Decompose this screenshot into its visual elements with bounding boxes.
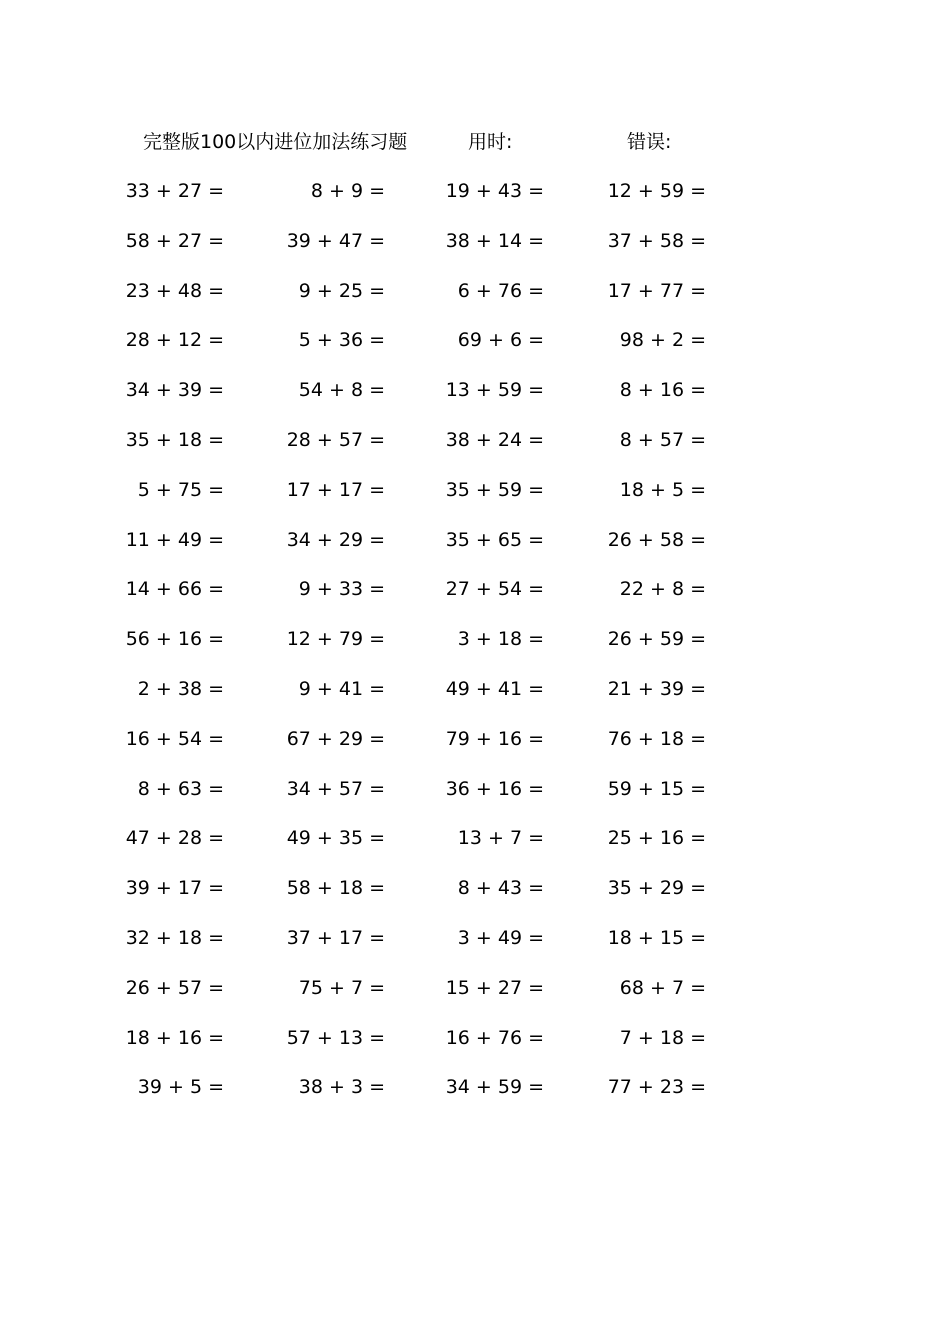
addition-problem: 75 + 7 =: [298, 976, 385, 999]
problem-row: [0, 276, 950, 326]
addition-problem: 34 + 57 =: [286, 777, 385, 800]
addition-problem: 59 + 15 =: [607, 777, 706, 800]
problem-row: [0, 823, 950, 873]
problem-row: [0, 1072, 950, 1122]
addition-problem: 47 + 28 =: [125, 827, 224, 850]
addition-problem: 5 + 36 =: [298, 329, 385, 352]
addition-problem: 79 + 16 =: [445, 727, 544, 750]
addition-problem: 9 + 33 =: [298, 578, 385, 601]
addition-problem: 9 + 25 =: [298, 279, 385, 302]
addition-problem: 32 + 18 =: [125, 926, 224, 949]
addition-problem: 14 + 66 =: [125, 578, 224, 601]
addition-problem: 38 + 14 =: [445, 229, 544, 252]
addition-problem: 37 + 17 =: [286, 926, 385, 949]
addition-problem: 58 + 18 =: [286, 877, 385, 900]
addition-problem: 28 + 57 =: [286, 428, 385, 451]
addition-problem: 18 + 16 =: [125, 1026, 224, 1049]
addition-problem: 35 + 18 =: [125, 428, 224, 451]
addition-problem: 11 + 49 =: [125, 528, 224, 551]
worksheet-header: [0, 128, 950, 156]
addition-problem: 54 + 8 =: [298, 379, 385, 402]
addition-problem: 3 + 49 =: [457, 926, 544, 949]
problem-row: [0, 525, 950, 575]
addition-problem: 8 + 43 =: [457, 877, 544, 900]
addition-problem: 17 + 77 =: [607, 279, 706, 302]
problem-row: [0, 724, 950, 774]
addition-problem: 5 + 75 =: [137, 478, 224, 501]
addition-problem: 13 + 7 =: [457, 827, 544, 850]
addition-problem: 8 + 63 =: [137, 777, 224, 800]
addition-problem: 39 + 5 =: [137, 1076, 224, 1099]
problem-grid: [0, 176, 950, 1122]
addition-problem: 18 + 5 =: [619, 478, 706, 501]
error-count-label: 错误:: [627, 131, 672, 153]
addition-problem: 38 + 24 =: [445, 428, 544, 451]
addition-problem: 8 + 16 =: [619, 379, 706, 402]
addition-problem: 3 + 18 =: [457, 628, 544, 651]
addition-problem: 16 + 76 =: [445, 1026, 544, 1049]
addition-problem: 26 + 59 =: [607, 628, 706, 651]
addition-problem: 8 + 57 =: [619, 428, 706, 451]
addition-problem: 69 + 6 =: [457, 329, 544, 352]
addition-problem: 16 + 54 =: [125, 727, 224, 750]
addition-problem: 34 + 59 =: [445, 1076, 544, 1099]
addition-problem: 27 + 54 =: [445, 578, 544, 601]
problem-row: [0, 1023, 950, 1073]
addition-problem: 67 + 29 =: [286, 727, 385, 750]
problem-row: [0, 624, 950, 674]
addition-problem: 56 + 16 =: [125, 628, 224, 651]
addition-problem: 35 + 59 =: [445, 478, 544, 501]
addition-problem: 8 + 9 =: [310, 180, 385, 202]
addition-problem: 34 + 29 =: [286, 528, 385, 551]
worksheet-title: 完整版100以内进位加法练习题: [143, 131, 408, 153]
addition-problem: 21 + 39 =: [607, 677, 706, 700]
problem-row: [0, 176, 950, 226]
addition-problem: 58 + 27 =: [125, 229, 224, 252]
problem-row: [0, 873, 950, 923]
addition-problem: 15 + 27 =: [445, 976, 544, 999]
problem-row: [0, 425, 950, 475]
addition-problem: 36 + 16 =: [445, 777, 544, 800]
addition-problem: 22 + 8 =: [619, 578, 706, 601]
addition-problem: 26 + 58 =: [607, 528, 706, 551]
addition-problem: 12 + 59 =: [607, 180, 706, 202]
addition-problem: 35 + 29 =: [607, 877, 706, 900]
addition-problem: 12 + 79 =: [286, 628, 385, 651]
problem-row: [0, 475, 950, 525]
addition-problem: 26 + 57 =: [125, 976, 224, 999]
addition-problem: 13 + 59 =: [445, 379, 544, 402]
addition-problem: 18 + 15 =: [607, 926, 706, 949]
addition-problem: 39 + 17 =: [125, 877, 224, 900]
problem-row: [0, 923, 950, 973]
addition-problem: 33 + 27 =: [125, 180, 224, 202]
problem-row: [0, 226, 950, 276]
addition-problem: 6 + 76 =: [457, 279, 544, 302]
addition-problem: 28 + 12 =: [125, 329, 224, 352]
problem-row: [0, 325, 950, 375]
addition-problem: 49 + 41 =: [445, 677, 544, 700]
addition-problem: 98 + 2 =: [619, 329, 706, 352]
problem-row: [0, 973, 950, 1023]
addition-problem: 49 + 35 =: [286, 827, 385, 850]
addition-problem: 17 + 17 =: [286, 478, 385, 501]
addition-problem: 76 + 18 =: [607, 727, 706, 750]
addition-problem: 35 + 65 =: [445, 528, 544, 551]
addition-problem: 25 + 16 =: [607, 827, 706, 850]
addition-problem: 39 + 47 =: [286, 229, 385, 252]
addition-problem: 23 + 48 =: [125, 279, 224, 302]
addition-problem: 68 + 7 =: [619, 976, 706, 999]
addition-problem: 34 + 39 =: [125, 379, 224, 402]
problem-row: [0, 774, 950, 824]
problem-row: [0, 375, 950, 425]
time-used-label: 用时:: [468, 131, 513, 153]
addition-problem: 38 + 3 =: [298, 1076, 385, 1099]
problem-row: [0, 674, 950, 724]
addition-problem: 9 + 41 =: [298, 677, 385, 700]
addition-problem: 77 + 23 =: [607, 1076, 706, 1099]
problem-row: [0, 574, 950, 624]
addition-problem: 37 + 58 =: [607, 229, 706, 252]
addition-problem: 57 + 13 =: [286, 1026, 385, 1049]
addition-problem: 19 + 43 =: [445, 180, 544, 202]
addition-problem: 2 + 38 =: [137, 677, 224, 700]
addition-problem: 7 + 18 =: [619, 1026, 706, 1049]
